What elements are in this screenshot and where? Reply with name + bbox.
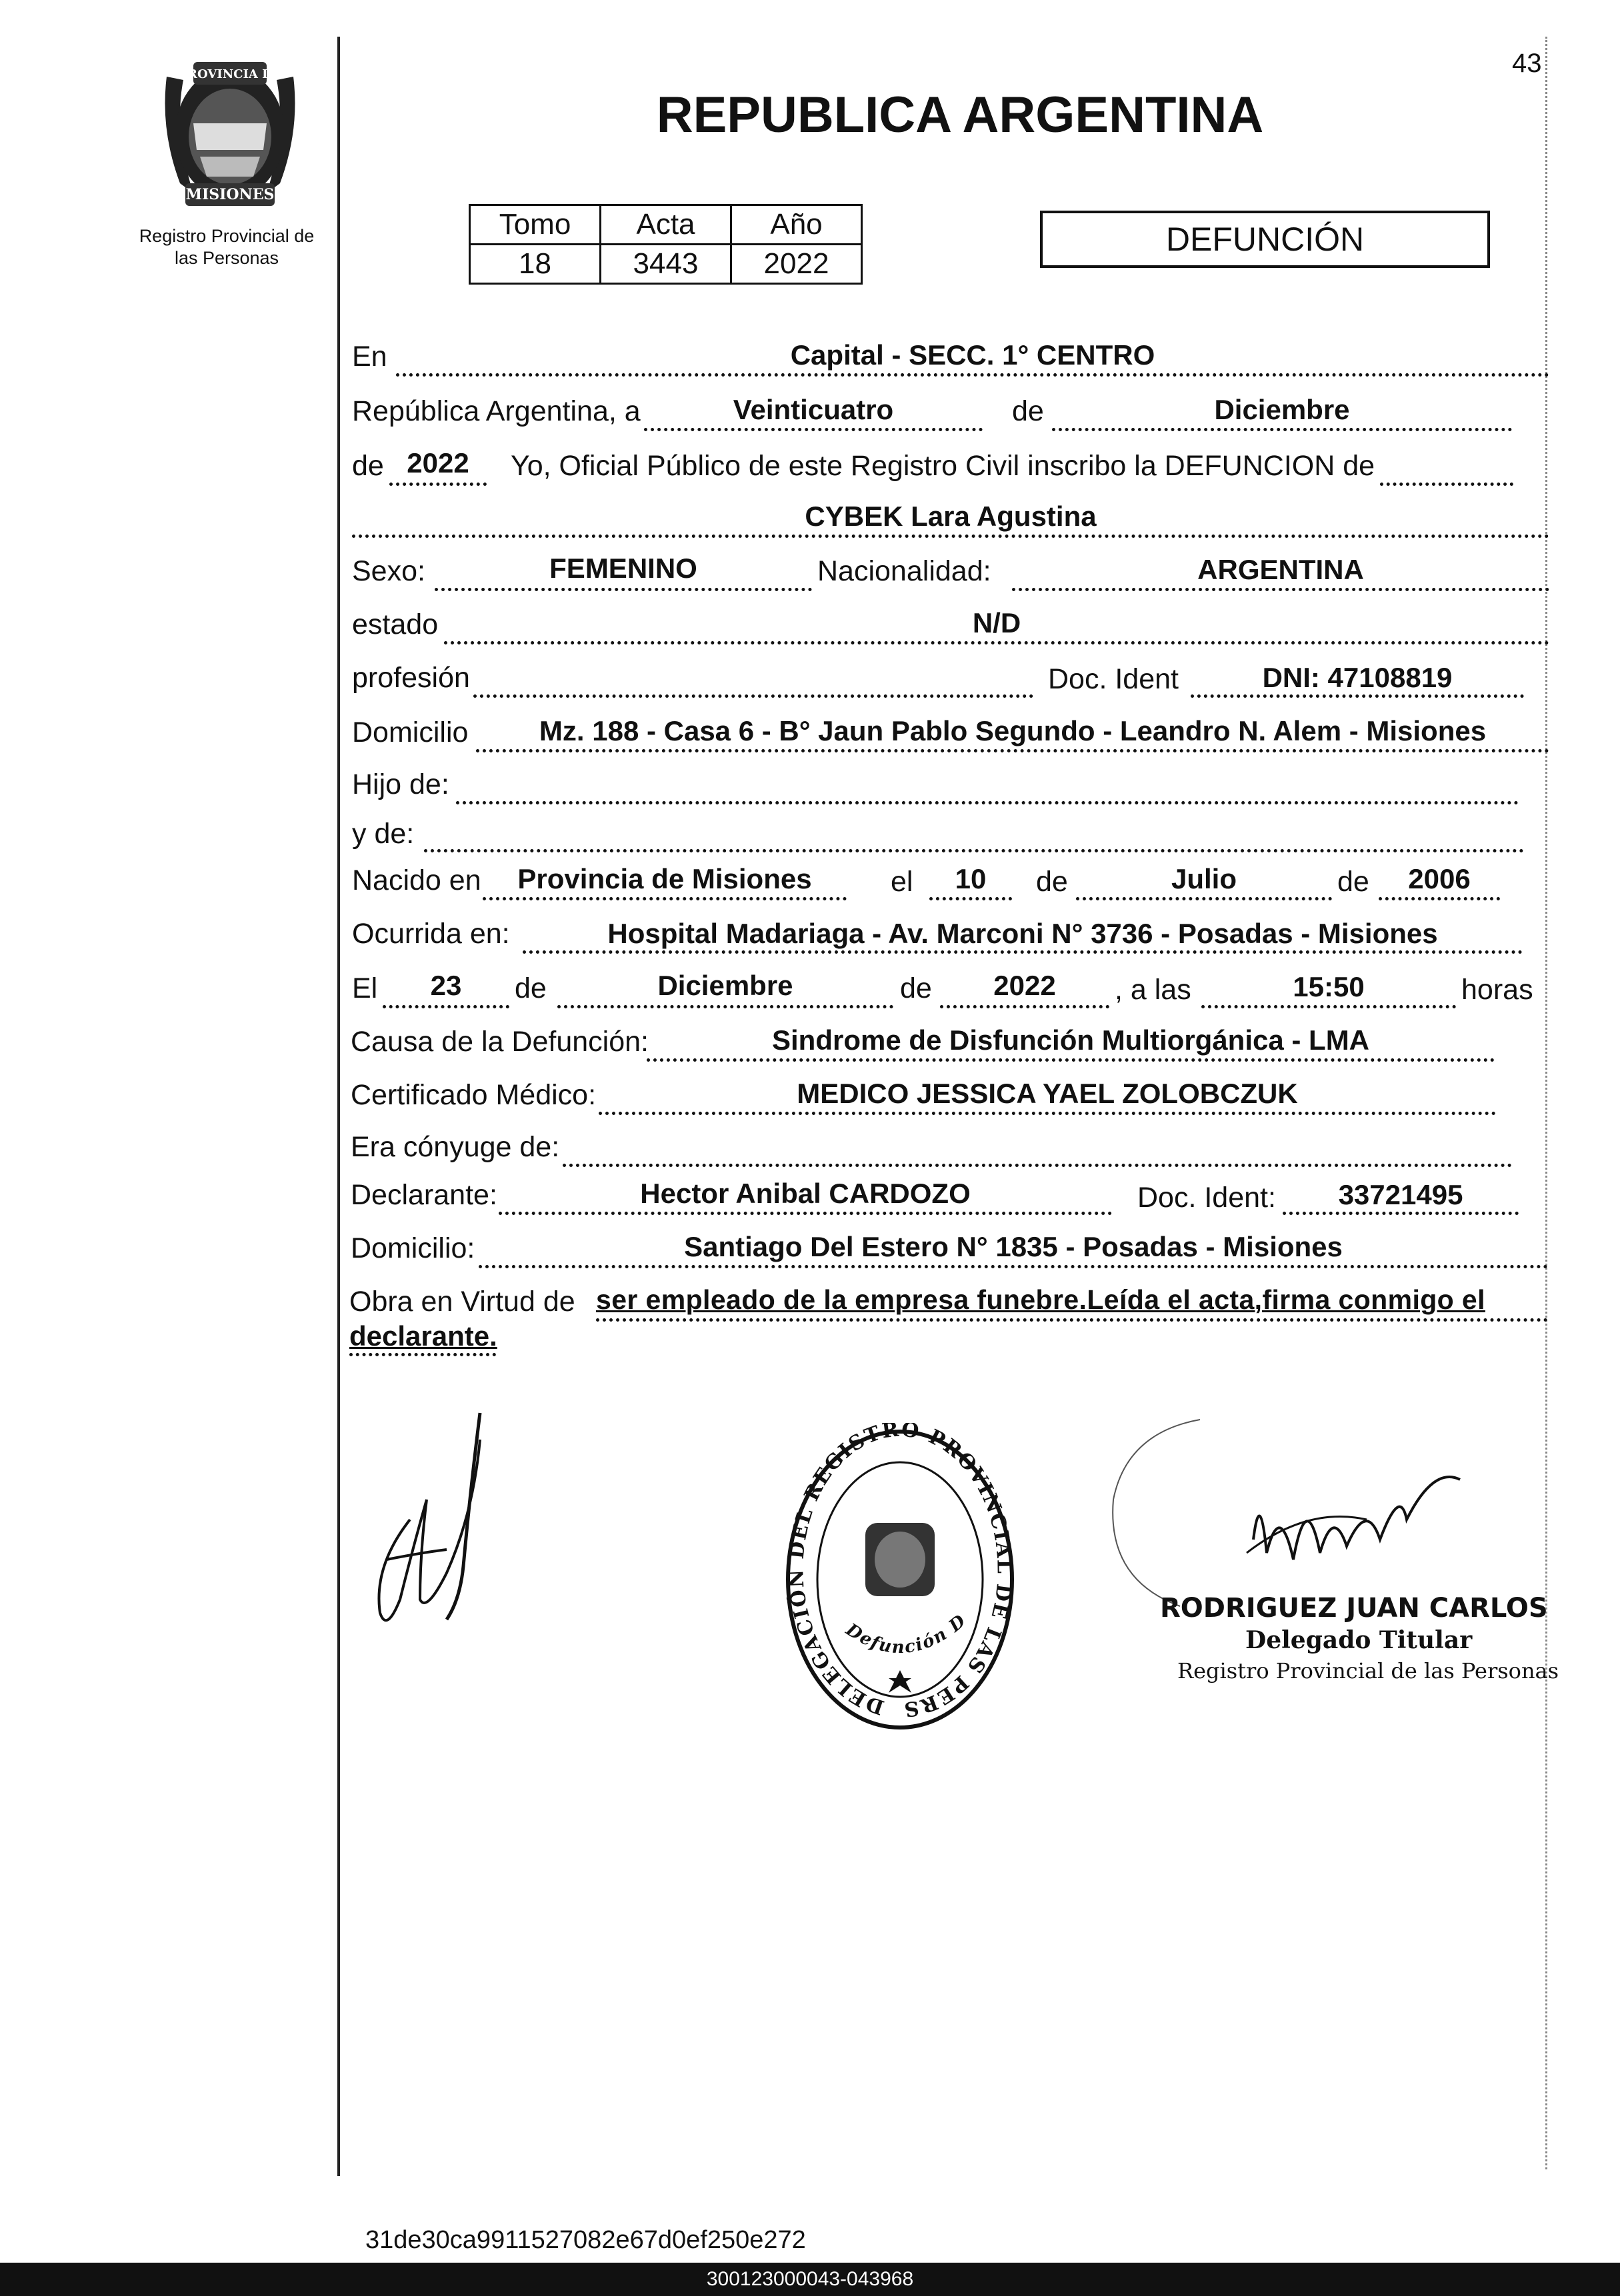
dots-obra-2 [349,1353,496,1356]
label-conyuge: Era cónyuge de: [351,1131,560,1163]
label-horas: horas [1461,974,1533,1006]
label-certificado: Certificado Médico: [351,1079,597,1111]
label-estado: estado [352,608,439,640]
page-number: 43 [1512,49,1542,78]
label-republica: República Argentina, a [352,395,641,427]
official-seal [780,1423,1020,1736]
svg-text:MISIONES: MISIONES [185,186,275,203]
dots-nacido-dia [929,897,1012,900]
value-obra-line-1: ser empleado de la empresa funebre.Leída el acta,firma conmigo el [596,1284,1485,1315]
value-certificado: MEDICO JESSICA YAEL ZOLOBCZUK [797,1078,1298,1109]
dots-mes-inscripcion [1052,428,1512,431]
value-fallec-anio: 2022 [993,970,1056,1001]
reference-table [469,204,863,285]
issuer-line-1: Registro Provincial de [139,226,315,246]
label-obra: Obra en Virtud de [349,1286,575,1318]
dots-nacido-anio [1379,897,1500,900]
value-hora: 15:50 [1293,971,1365,1002]
value-estado: N/D [972,607,1021,638]
dots-fallec-dia [383,1005,509,1008]
dots-lugar [396,373,1549,377]
label-en: En [352,341,387,373]
value-fallec-dia: 23 [430,970,462,1001]
dots-nacido-lugar [483,897,847,900]
registrar-role: Delegado Titular [1245,1626,1473,1654]
label-de-1: de [1012,395,1044,427]
province-logo [153,50,307,210]
dots-domicilio [476,749,1549,752]
svg-text:Defunción Digital: Defunción D [842,1610,971,1658]
value-doc: DNI: 47108819 [1262,662,1453,693]
label-de-2: de [352,450,384,482]
value-obra-line-2: declarante. [349,1320,497,1352]
declarant-signature [347,1400,507,1640]
doc-type: DEFUNCIÓN [1165,221,1365,258]
value-nacido-lugar: Provincia de Misiones [517,863,812,894]
ref-header-acta: Acta [601,205,731,245]
dots-y-de [424,849,1524,852]
label-causa: Causa de la Defunción: [351,1026,649,1058]
ref-header-anio: Año [731,205,862,245]
label-de-3: de [1036,866,1068,898]
label-domicilio: Domicilio [352,716,469,748]
value-sexo: FEMENINO [549,553,697,584]
province-seal-icon [153,50,307,210]
dots-nacionalidad [1012,588,1549,591]
value-nacido-dia: 10 [955,863,987,894]
ref-value-anio: 2022 [731,245,862,284]
dots-certificado [599,1112,1496,1115]
value-causa: Sindrome de Disfunción Multiorgánica - LMA [771,1024,1370,1056]
dots-nacido-mes [1076,897,1332,900]
dots-anio-inscripcion [389,483,487,486]
dots-hora [1201,1005,1456,1008]
label-declarante-doc: Doc. Ident: [1137,1182,1276,1214]
value-declarante-domicilio: Santiago Del Estero N° 1835 - Posadas - Misiones [684,1231,1343,1262]
value-anio-inscripcion: 2022 [407,447,469,479]
label-de-5: de [515,972,547,1004]
dots-obra-1 [596,1318,1548,1322]
svg-text:DELEGACIÓN DEL REGISTRO PROVIN: DELEGACIÓN DEL REGISTRO PROVINCIAL DE LAS PERS [785,1423,1016,1722]
dots-declarante-doc [1283,1212,1519,1215]
value-nacionalidad: ARGENTINA [1197,554,1364,585]
svg-text:PROVINCIA DE: PROVINCIA DE [178,67,282,81]
value-declarante: Hector Anibal CARDOZO [640,1178,971,1209]
label-y-de: y de: [352,818,415,850]
dots-declarante [499,1212,1112,1215]
label-hijo-de: Hijo de: [352,768,449,800]
dots-fallec-mes [557,1005,893,1008]
dots-yo-end [1380,483,1513,486]
barcode-text: 300123000043-043968 [706,2268,914,2290]
dots-nombre [352,535,1549,538]
label-profesion: profesión [352,662,470,694]
dots-hijo-de [456,801,1519,804]
value-nombre: CYBEK Lara Agustina [805,501,1097,532]
value-mes-inscripcion: Diciembre [1214,394,1350,425]
value-nacido-anio: 2006 [1408,863,1471,894]
label-de-6: de [900,972,932,1004]
value-dia-inscripcion: Veinticuatro [733,394,894,425]
label-ocurrida-en: Ocurrida en: [352,918,510,950]
issuer-line-2: las Personas [174,248,279,268]
dots-fallec-anio [940,1005,1109,1008]
dots-causa [647,1058,1495,1062]
label-yo: Yo, Oficial Público de este Registro Civil inscribo la DEFUNCION de [511,450,1375,482]
ref-value-acta: 3443 [601,245,731,284]
label-el: el [891,866,913,898]
label-declarante: Declarante: [351,1179,497,1211]
oval-stamp-icon [780,1423,1020,1736]
dots-dia-inscripcion [644,428,983,431]
dots-declarante-domicilio [479,1265,1548,1268]
label-el-cap: El [352,972,378,1004]
issuer-name [113,225,340,269]
page-title: REPUBLICA ARGENTINA [656,87,1264,143]
label-de-4: de [1337,866,1369,898]
dots-ocurrida [523,950,1523,954]
value-domicilio: Mz. 188 - Casa 6 - B° Jaun Pablo Segundo - Leandro N. Alem - Misiones [539,715,1487,746]
barcode-strip [0,2263,1620,2296]
document-hash: 31de30ca9911527082e67d0ef250e272 [365,2226,806,2254]
label-declarante-domicilio: Domicilio: [351,1232,475,1264]
registrar-name: RODRIGUEZ JUAN CARLOS [1160,1593,1548,1624]
doc-type-box [1040,211,1490,268]
label-sexo: Sexo: [352,555,425,587]
left-margin-line [337,37,340,2176]
ref-header-tomo: Tomo [470,205,601,245]
registrar-org: Registro Provincial de las Personas [1177,1658,1559,1684]
value-declarante-doc: 33721495 [1338,1179,1463,1210]
dots-estado [444,641,1549,644]
ref-value-tomo: 18 [470,245,601,284]
value-ocurrida: Hospital Madariaga - Av. Marconi N° 3736 - Posadas - Misiones [607,918,1438,949]
label-a-las: , a las [1115,974,1191,1006]
label-nacido-en: Nacido en [352,864,481,896]
dots-profesion [473,694,1033,698]
dots-sexo [435,588,812,591]
value-nacido-mes: Julio [1171,863,1237,894]
label-nacionalidad: Nacionalidad: [817,555,991,587]
label-doc-ident: Doc. Ident [1048,663,1179,695]
dots-conyuge [563,1164,1512,1167]
value-fallec-mes: Diciembre [657,970,793,1001]
dots-doc [1191,694,1524,698]
value-lugar: Capital - SECC. 1° CENTRO [790,339,1155,371]
signature-scribble-icon [347,1400,507,1640]
